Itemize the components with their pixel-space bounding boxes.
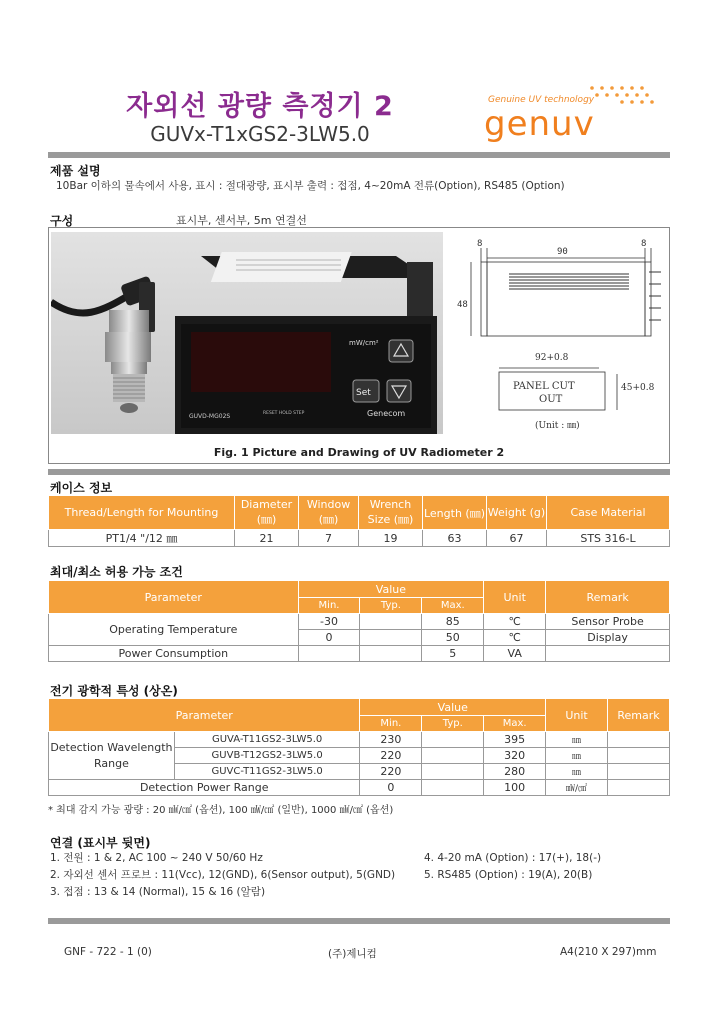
electro-cell: ㎚ <box>546 748 608 764</box>
limits-header-remark: Remark <box>546 581 670 614</box>
electro-dwr-line2: Range <box>93 756 129 770</box>
case-info-heading: 케이스 정보 <box>50 481 113 495</box>
limits-cell: Sensor Probe <box>546 614 670 630</box>
case-info-table <box>48 495 670 547</box>
product-photo <box>51 232 443 434</box>
case-header: Diameter (㎜) <box>235 496 299 530</box>
electro-dwr-label <box>49 732 175 780</box>
footer-doc-number: GNF - 722 - 1 (0) <box>64 946 152 958</box>
photo-set-label: Set <box>356 388 371 398</box>
case-cell: 21 <box>235 530 299 547</box>
limits-table <box>48 580 670 662</box>
electro-header-unit: Unit <box>546 699 608 732</box>
connection-item: 3. 접점 : 13 & 14 (Normal), 15 & 16 (알람) <box>50 886 266 898</box>
connection-right-list <box>424 850 601 884</box>
electro-header-typ: Typ. <box>422 716 484 732</box>
dimension-drawing <box>449 232 667 442</box>
electro-table <box>48 698 670 796</box>
connection-heading: 연결 (표시부 뒷면) <box>50 836 151 850</box>
electro-note: * 최대 감지 가능 광량 : 20 ㎽/㎠ (옵션), 100 ㎽/㎠ (일반), 1000 ㎽/㎠ (옵션) <box>48 805 394 816</box>
panel-cut-label-1: PANEL CUT <box>513 381 575 392</box>
electro-cell: 395 <box>484 732 546 748</box>
electro-cell: ㎚ <box>546 764 608 780</box>
electro-cell: 220 <box>360 764 422 780</box>
electro-cell <box>608 764 670 780</box>
limits-header-value: Value <box>298 581 484 598</box>
limits-heading: 최대/최소 허용 가능 조건 <box>50 565 183 579</box>
limits-cell: 50 <box>422 630 484 646</box>
dim-right-edge: 8 <box>641 239 647 249</box>
electro-header-remark: Remark <box>608 699 670 732</box>
electro-cell: 220 <box>360 748 422 764</box>
section-divider <box>48 469 670 475</box>
limits-header-max: Max. <box>422 598 484 614</box>
figure-box <box>48 227 670 464</box>
electro-heading: 전기 광학적 특성 (상온) <box>50 684 178 698</box>
footer-divider <box>48 918 670 924</box>
limits-header-min: Min. <box>298 598 360 614</box>
case-header: Wrench Size (㎜) <box>359 496 423 530</box>
product-description: 10Bar 이하의 물속에서 사용, 표시 : 절대광량, 표시부 출력 : 접점, 4~20mA 전류(Option), RS485 (Option) <box>56 180 565 192</box>
panel-cut-label-2: OUT <box>539 394 563 405</box>
figure-caption: Fig. 1 Picture and Drawing of UV Radiometer 2 <box>213 446 505 459</box>
connection-item: 5. RS485 (Option) : 19(A), 20(B) <box>424 869 593 881</box>
limits-cell <box>360 646 422 662</box>
case-header: Length (㎜) <box>423 496 487 530</box>
electro-cell: 280 <box>484 764 546 780</box>
photo-unit-label: mW/cm² <box>349 339 379 347</box>
case-cell: 7 <box>299 530 359 547</box>
electro-cell: 100 <box>484 780 546 796</box>
limits-cell: 5 <box>422 646 484 662</box>
electro-cell <box>422 764 484 780</box>
electro-model-cell: GUVC-T11GS2-3LW5.0 <box>174 764 360 780</box>
model-number: GUVx-T1xGS2-3LW5.0 <box>150 122 370 146</box>
limits-power-label: Power Consumption <box>49 646 299 662</box>
limits-cell: 85 <box>422 614 484 630</box>
drawing-unit: (Unit : ㎜) <box>535 421 580 431</box>
electro-dwr-line1: Detection Wavelength <box>50 740 173 754</box>
limits-op-temp-label: Operating Temperature <box>49 614 299 646</box>
electro-cell: 320 <box>484 748 546 764</box>
case-header: Window (㎜) <box>299 496 359 530</box>
electro-header-parameter: Parameter <box>49 699 360 732</box>
section-divider <box>48 152 670 158</box>
radiometer-photo-illustration <box>51 232 443 434</box>
electro-header-min: Min. <box>360 716 422 732</box>
genuv-logo <box>480 82 680 142</box>
electro-cell <box>608 748 670 764</box>
connection-item: 2. 자외선 센서 프로브 : 11(Vcc), 12(GND), 6(Sensor output), 5(GND) <box>50 869 396 881</box>
page-title: 자외선 광량 측정기 2 <box>126 91 394 122</box>
limits-cell: Display <box>546 630 670 646</box>
case-header: Thread/Length for Mounting <box>49 496 235 530</box>
connection-left-list <box>50 850 395 901</box>
limits-header-unit: Unit <box>484 581 546 614</box>
footer-paper-size: A4(210 X 297)mm <box>560 946 657 958</box>
electro-cell: 0 <box>360 780 422 796</box>
photo-terminal-labels: RESET HOLD STEP <box>263 411 305 416</box>
electro-cell <box>608 732 670 748</box>
limits-cell <box>546 646 670 662</box>
electro-cell <box>422 748 484 764</box>
electro-power-label: Detection Power Range <box>49 780 360 796</box>
limits-cell: -30 <box>298 614 360 630</box>
logo-wordmark: genuv <box>484 104 595 144</box>
electro-header-max: Max. <box>484 716 546 732</box>
composition-text: 표시부, 센서부, 5m 연결선 <box>176 214 307 227</box>
limits-cell: ℃ <box>484 630 546 646</box>
dim-height: 48 <box>457 300 468 310</box>
photo-model-label: GUVD-MG02S <box>189 413 231 420</box>
limits-cell: ℃ <box>484 614 546 630</box>
limits-cell <box>360 630 422 646</box>
dim-left-edge: 8 <box>477 239 483 249</box>
electro-cell <box>422 780 484 796</box>
electro-header-value: Value <box>360 699 546 716</box>
case-cell: STS 316-L <box>547 530 670 547</box>
case-cell: 19 <box>359 530 423 547</box>
limits-cell: 0 <box>298 630 360 646</box>
limits-cell <box>360 614 422 630</box>
electro-cell: 230 <box>360 732 422 748</box>
composition-heading: 구성 <box>50 214 74 228</box>
limits-header-typ: Typ. <box>360 598 422 614</box>
electro-cell: ㎽/㎠ <box>546 780 608 796</box>
dim-top: 90 <box>557 247 568 257</box>
panel-height: 45+0.8 <box>621 383 655 393</box>
electro-model-cell: GUVA-T11GS2-3LW5.0 <box>174 732 360 748</box>
limits-cell <box>298 646 360 662</box>
limits-header-parameter: Parameter <box>49 581 299 614</box>
electro-cell <box>608 780 670 796</box>
case-cell: PT1/4 "/12 ㎜ <box>49 530 235 547</box>
limits-cell: VA <box>484 646 546 662</box>
case-header: Weight (g) <box>487 496 547 530</box>
case-header: Case Material <box>547 496 670 530</box>
electro-cell: ㎚ <box>546 732 608 748</box>
footer-company: (주)제니컴 <box>328 948 377 960</box>
connection-item: 4. 4-20 mA (Option) : 17(+), 18(-) <box>424 852 602 864</box>
connection-item: 1. 전원 : 1 & 2, AC 100 ~ 240 V 50/60 Hz <box>50 852 263 864</box>
photo-brand-label: Genecom <box>367 409 406 418</box>
electro-model-cell: GUVB-T12GS2-3LW5.0 <box>174 748 360 764</box>
case-cell: 63 <box>423 530 487 547</box>
panel-width: 92+0.8 <box>535 353 569 363</box>
logo-tagline: Genuine UV technology <box>488 95 595 105</box>
electro-cell <box>422 732 484 748</box>
product-heading: 제품 설명 <box>50 164 101 178</box>
case-cell: 67 <box>487 530 547 547</box>
